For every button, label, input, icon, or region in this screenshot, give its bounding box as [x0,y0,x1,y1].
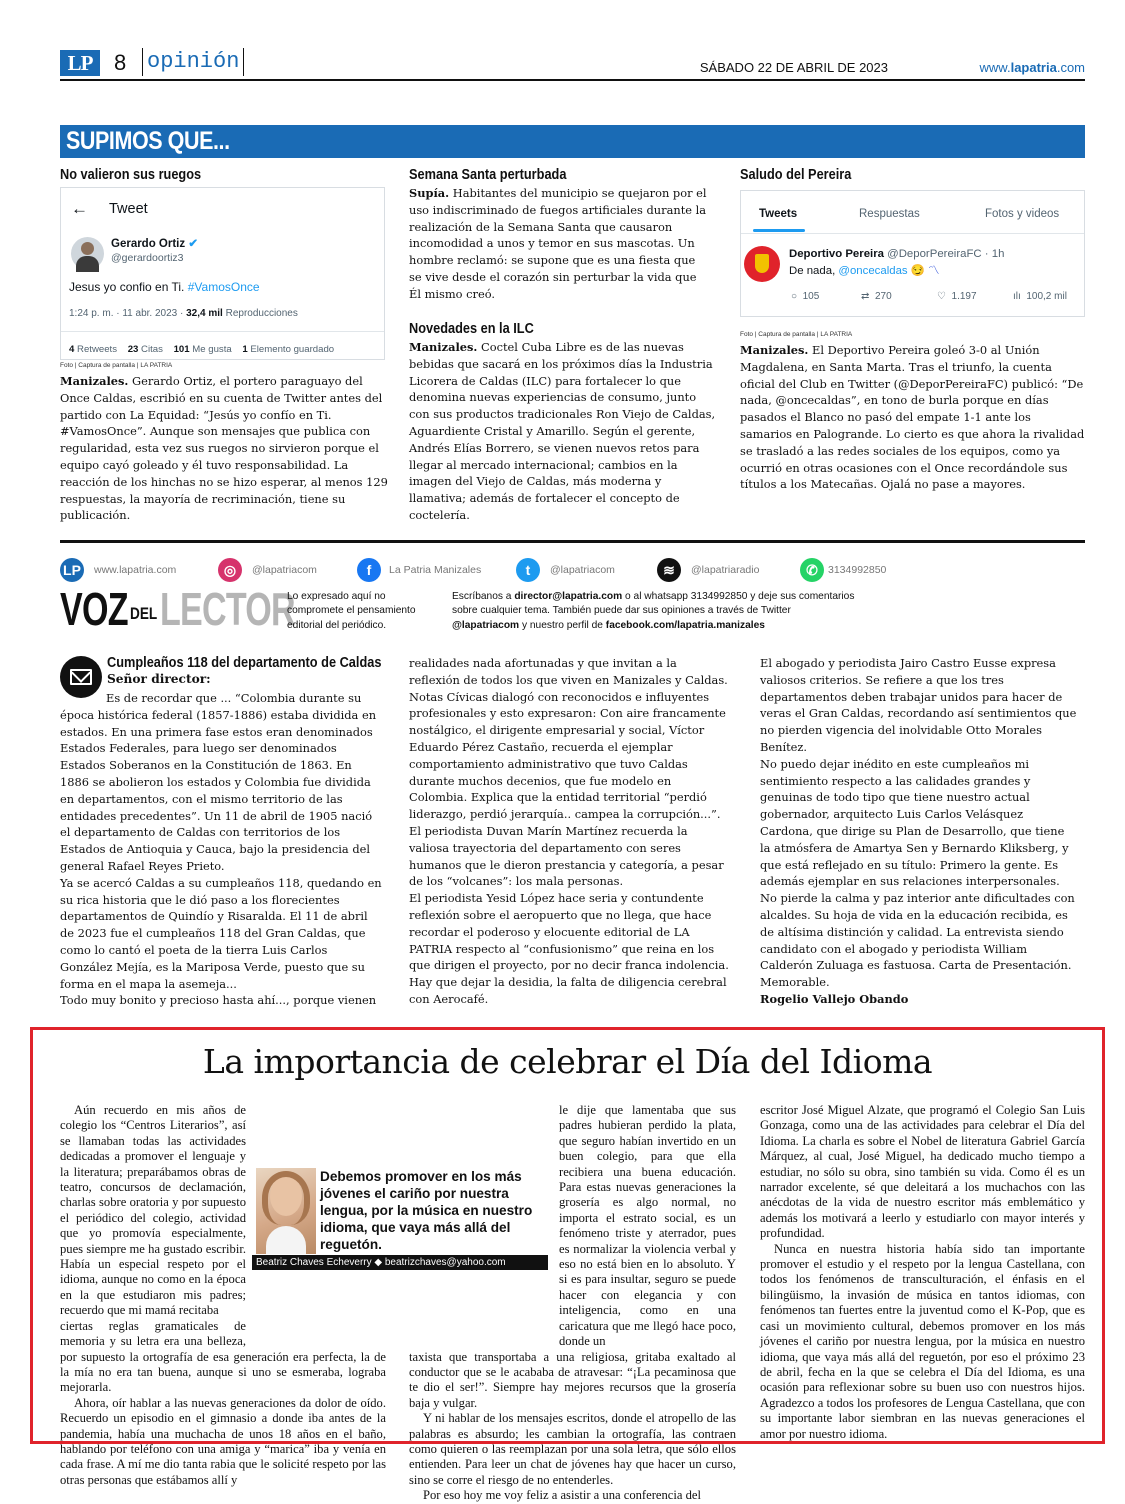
twitter-icon[interactable]: t [516,558,540,582]
author-photo [256,1168,316,1254]
like-icon[interactable]: ♡ 1.197 [937,291,977,302]
social-label[interactable]: @lapatriaradio [691,564,760,576]
letter-col2: realidades nada afortunadas y que invitan a la reflexión de todos los que viven en Manizales y Caldas. Notas Cívicas dialogó con reconocidos e influyentes profesionales y esto expresaron: Con aire francamente nostálgico, el dirigente empresarial y social, Víctor Eduardo Pérez Castaño, recuerda el ejemplar comportamiento administrativo que tuvo Caldas durante muchos decenios, que fue modelo en Colombia. Explica que la entidad territorial “perdió liderazgo, perdió jerarquía.. campea la corrupción...”. El periodista Duvan Marín Martínez recuerda la valiosa trayectoria del departamento con seres humanos que le dieron prestancia y categoría, a pesar de los “volcanes”: los mala personas. El periodista Yesid López hace seria y contundente reflexión sobre el aeropuerto que no llega, que hace recordar el poderoso y elocuente editorial de LA PATRIA respecto al “confusionismo” que reina en los que dirigen el proyecto, por no decir franca indolencia. Hay que dejar la desidia, la falta de diligencia cerebral con Aerocafé. [409,656,729,1006]
col2-body-2: Manizales. Coctel Cuba Libre es de las nuevas bebidas que sacará en los próximos días la Industria Licorera de Caldas (ILC) para fortalecer lo que denomina nuevas experiencias de consumo, junto con sus productos tradicionales Ron Viejo de Caldas, Aguardiente Cristal y Amarillo. Según el gerente, Andrés Elías Borrero, se vienen nuevos retos para llegar al mercado internacional; cambios en la imagen del Viejo de Caldas, más moderna y llamativa; además de fortalecer el concepto de coctelería. [409,340,716,522]
newspaper-logo[interactable]: LP [60,50,100,76]
photo-caption: Foto | Captura de pantalla | LA PATRIA [60,362,173,369]
contact-email-link[interactable]: director@lapatria.com [514,591,623,602]
pull-quote-spacer [409,1163,559,1341]
tweet-author: Deportivo Pereira @DeporPereiraFC · 1h [789,248,1005,260]
col1-heading: No valieron sus ruegos [60,167,202,183]
voz-disclaimer: Lo expresado aquí no compromete el pensamiento editorial del periódico. [287,591,416,631]
tweet-card-ortiz [60,187,385,360]
lapatria-logo-icon[interactable]: LP [60,558,84,582]
site-url[interactable] [980,60,1085,76]
tweet-text: Jesus yo confio en Ti. #VamosOnce [69,280,260,294]
social-bar [60,558,1085,584]
del-wordmark: DEL [130,604,158,623]
col1-body: Manizales. Gerardo Ortiz, el portero paraguayo del Once Caldas, escribió en su cuenta de Twitter antes del partido con La Equidad: “Jesús yo confío en Ti. #VamosOnce”. Aunque son mensajes que publica con regularidad, esta vez sus ruegos no sirvieron porque el equipo cayó goleado y él tuvo responsabilidad. La reacción de los hinchas no se hizo esperar, al menos 129 respuestas, la mayoría de recriminación, tiene su publicación. [60,374,388,523]
issue-date: SÁBADO 22 DE ABRIL DE 2023 [699,60,888,75]
letter-col3: El abogado y periodista Jairo Castro Eusse expresa valiosos criterios. Se refiere a que los tres departamentos deben trabajar unidos para hacer de veras el Gran Caldas, recordando así sentimientos que no pierden vigencia del inolvidable Otto Morales Benítez. No puedo dejar inédito en este cumpleaños mi sentimiento respecto a las calidades grandes y genuinas de todo tipo que tiene nuestro actual gobernador, arquitecto Luis Carlos Velásquez Cardona, que dirige su Plan de Desarrollo, que tiene la atmósfera de Amartya Sen y Bernardo Kliksberg, y que está reflejado en su título: Primero la gente. Es además ejemplar en sus relaciones interpersonales. No pierde la calma y paz interior ante dificultades con alcaldes. Su hoja de vida en la educación recibida, es de altísima distinción y calidad. La entrevista siendo candidato con el abogado y periodista William Calderón Zuluaga es fastuosa. Carta de Presentación. Memorable. Rogelio Vallejo Obando [760,656,1077,1006]
tweet-stat[interactable]: 1 Elemento guardado [242,344,335,355]
avatar[interactable] [71,237,104,270]
tweet-stat[interactable]: 101 Me gusta [173,344,232,355]
social-label[interactable]: www.lapatria.com [94,564,177,576]
instagram-icon[interactable]: ◎ [218,558,242,582]
tweet-stats [69,344,334,356]
header-rule [60,79,1085,81]
smirk-emoji-icon: 😏 [910,265,925,277]
tweet-stat[interactable]: 23 Citas [127,344,163,355]
reply-icon[interactable]: ○ 105 [791,291,820,302]
mention-link[interactable]: @oncecaldas [838,265,908,277]
tab-respuestas[interactable]: Respuestas [859,208,920,220]
tweet-author-name: Gerardo Ortiz ✔ [111,238,198,250]
tweet-author-handle: @gerardoortiz3 [111,252,184,264]
author-byline[interactable]: Beatriz Chaves Echeverry ◆ beatrizchaves@yahoo.com [252,1255,548,1270]
article-col3: escritor José Miguel Alzate, que programó el Colegio San Luis Gonzaga, como una de las actividades para celebrar el Día del Idioma. La charla es sobre el Nobel de literatura Gabriel García Márquez, al cual, José Miguel, ha dedicado mucho tiempo a estudiar, no sólo su obra, sino también su vida. Como él es un narrador excelente, sé que deleitará a los muchachos con las anécdotas de la vida de nuestro escritor más emblemático y además los motivará a leerlo y estudiarlo con mayor interés y profundidad. Nunca en nuestra historia había sido tan importante promover el estudio y el respeto por la lengua Castellana, con todos los fenómenos de transculturación, el énfasis en el bilingüismo, la invasión de música en tantos idiomas, con fenómenos tan fuertes entre la juventud como el K-Pop, que es casi un movimiento cultural, debemos promover en los más jóvenes el cariño por nuestra lengua, por la música en nuestro idioma, que vaya más allá del reguetón, por eso el próximo 23 de abril, fecha en la que se celebra el Día del Idioma, es una ocasión para reflexionar sobre su buen uso con nuestros hijos. Agradezco a todos los profesores de Lengua Castellana, que con su importante labor siembran en las nuevas generaciones el amor por nuestro idioma. [760,1103,1085,1441]
hashtag-link[interactable]: #VamosOnce [187,280,260,294]
tweet-divider [61,331,384,332]
col2-body-1: Supía. Habitantes del municipio se quejaron por el uso indiscriminado de fuegos artificiales durante la realización de la Semana Santa que causaron incomodidad a unos y temor en sus mascotas. Un hombre reclamó: se supone que es una fiesta que se vive desde el corazón sin perturbar la vida que Él mismo creó. [409,186,707,301]
pull-quote-text: Debemos promover en los más jóvenes el cariño por nuestra lengua, por la música en nuestro idioma, que vaya más allá del reguetón. [320,1169,533,1252]
social-label[interactable]: 3134992850 [828,564,887,576]
spotify-icon[interactable]: ≋ [657,558,681,582]
letter-salutation: Señor director: [107,672,211,686]
letter-col1: Es de recordar que ... “Colombia durante su época histórica federal (1857-1886) estaba dividida en estados. En una primera fase estos eran denominados Estados Federales, para luego ser denominados Estados Soberanos en la Constitución de 1863. En 1886 se abolieron los estados y Colombia fue dividida en departamentos, con el mismo territorio de las entidades precedentes”. Un 11 de abril de 1905 nació el departamento de Caldas con territorios de los Estados de Antioquia y Cauca, bajo la presidencia del general Rafael Reyes Prieto. Ya se acercó Caldas a su cumpleaños 118, quedando en su rica historia que le dió paso a los florecientes departamentos de Quindío y Risaralda. El 11 de abril de 2023 fue el cumpleaños 118 del Gran Caldas, que como lo cantó el poeta de la tierra Luis Carlos González Mejía, es la Mariposa Verde, puesto que su forma en el mapa la asemeja... Todo muy bonito y precioso hasta ahí..., porque vienen [60,691,382,1008]
tabs-divider [741,233,1084,234]
social-label[interactable]: @lapatriacom [252,564,317,576]
voz-contact-info: Escríbanos a director@lapatria.com o al whatsapp 3134992850 y deje sus comentarios sobre cualquier tema. También puede dar sus opiniones a través de Twitter @lapatriacom y nuestro perfil de facebook.com/lapatria.manizales [452,591,855,631]
tweet-text: De nada, @oncecaldas 😏 〽 [789,265,940,277]
facebook-icon[interactable]: f [357,558,381,582]
back-arrow-icon[interactable]: ← [71,199,88,218]
article-col1: Aún recuerdo en mis años de colegio los “Centros Literarios”, así se llamaban todas las actividades dedicadas a promover el lenguaje y la literatura; preparábamos obras de teatro, concursos de declamación, charlas sobre oratoria y por supuesto el periódico del colegio, actividad que yo promovía especialmente, pues siempre me ha gustado escribir. Había un especial respeto por el idioma, aunque no como en la época en la que estudiaron mis padres; recuerdo que mi mamá recitaba ciertas reglas gramaticales de memoria y su letra era una belleza, por supuesto la ortografía de esa generación era perfecta, la de la mía no era tan buena, aunque si uno se esmeraba, lograba mejorarla. Ahora, oír hablar a las nuevas generaciones da dolor de oído. Recuerdo un episodio en el gimnasio a donde iba antes de la pandemia, había una muchacha de unos 18 años en el baño, hablando por teléfono con una amiga y “marica” iba y venía en cada frase. A mí me dio tanta rabia que le solicité respeto por las otras personas que estábamos allí y [60,1103,386,1487]
article-col2: le dije que lamentaba que sus padres hubieran perdido la plata, que seguro habían invertido en un buen colegio, para que ella recibiera una buena educación. Para estas nuevas generaciones la grosería es algo normal, no importa el estrato social, es un fenómeno triste y aterrador, pues es normalizar la violencia verbal y eso no está bien en lo absoluto. Y si es para insultar, seguro se puede hacer con elegancia y con inteligencia, como en una caricatura que me llegó hace poco, donde un taxista que transportaba a una religiosa, gritaba exaltado al conductor que se le acababa de atravesar: “¡La pecaminosa que te dio el ser!”. Siempre hay mejores recursos que la grosería baja y vulgar. Y ni hablar de los mensajes escritos, donde el atropello de las palabras es absurdo; les cambian la ortografía, las contraen como quieren o las reemplazan por una sola letra, que sólo ellos entienden. Para leer un chat de jóvenes hay que hacer un curso, sino se corre el riesgo de no entenderles. Por eso hoy me voy feliz a asistir a una conferencia del [409,1103,736,1503]
tab-fotos-videos[interactable]: Fotos y videos [985,208,1060,220]
url-brand: lapatria [1010,60,1057,75]
lector-wordmark: LECTOR [160,583,295,635]
whatsapp-icon[interactable]: ✆ [800,558,824,582]
url-suffix: .com [1056,60,1085,75]
voz-wordmark: VOZ [60,583,128,635]
col3-body: Manizales. El Deportivo Pereira goleó 3-0 al Unión Magdalena, en Santa Marta. Tras el triunfo, la cuenta oficial del Club en Twitter (@DeporPereiraFC) publicó: “De nada, @oncecaldas”, en tono de burla porque en días pasados el Blanco no pasó del empate 1-1 ante los samarios en Palogrande. Lo cierto es que ahora la rivalidad se trasladó a las redes sociales de los equipos, como ya ocurrió en otras ocasiones con el Once recordándole sus títulos a los Matecañas. Ojalá no pase a mayores. [740,343,1085,492]
section-rule [60,540,1085,543]
section-name: opinión [142,48,244,76]
avatar[interactable] [744,246,780,282]
contact-twitter-link[interactable]: @lapatriacom [452,619,520,631]
tab-tweets[interactable]: Tweets [759,208,798,220]
supimos-title: SUPIMOS QUE... [66,127,230,155]
stripes-emoji-icon: 〽 [928,265,940,277]
page-number: 8 [114,50,127,75]
col2-heading-1: Semana Santa perturbada [409,167,567,183]
social-label[interactable]: @lapatriacom [550,564,615,576]
tweet-card-pereira [740,190,1085,317]
col2-heading-2: Novedades en la ILC [409,321,534,337]
article-title: La importancia de celebrar el Día del Idioma [202,1042,933,1081]
views-icon[interactable]: ılı 100,2 mil [1013,291,1067,302]
letter-title: Cumpleaños 118 del departamento de Caldas [107,655,382,671]
col3-heading: Saludo del Pereira [740,167,852,183]
retweet-icon[interactable]: ⇄ 270 [861,291,892,302]
contact-facebook-link[interactable]: facebook.com/lapatria.manizales [605,619,765,631]
social-label[interactable]: La Patria Manizales [389,564,482,576]
verified-badge-icon: ✔ [188,238,198,250]
active-tab-indicator [753,229,805,232]
photo-caption: Foto | Captura de pantalla | LA PATRIA [740,331,853,338]
url-prefix: www. [979,60,1011,75]
letter-signature: Rogelio Vallejo Obando [760,991,909,1006]
tweet-timestamp: 1:24 p. m. · 11 abr. 2023 · 32,4 mil Reproducciones [69,308,298,319]
tweet-header-label: Tweet [109,201,148,217]
tweet-stat[interactable]: 4 Retweets [69,344,118,355]
